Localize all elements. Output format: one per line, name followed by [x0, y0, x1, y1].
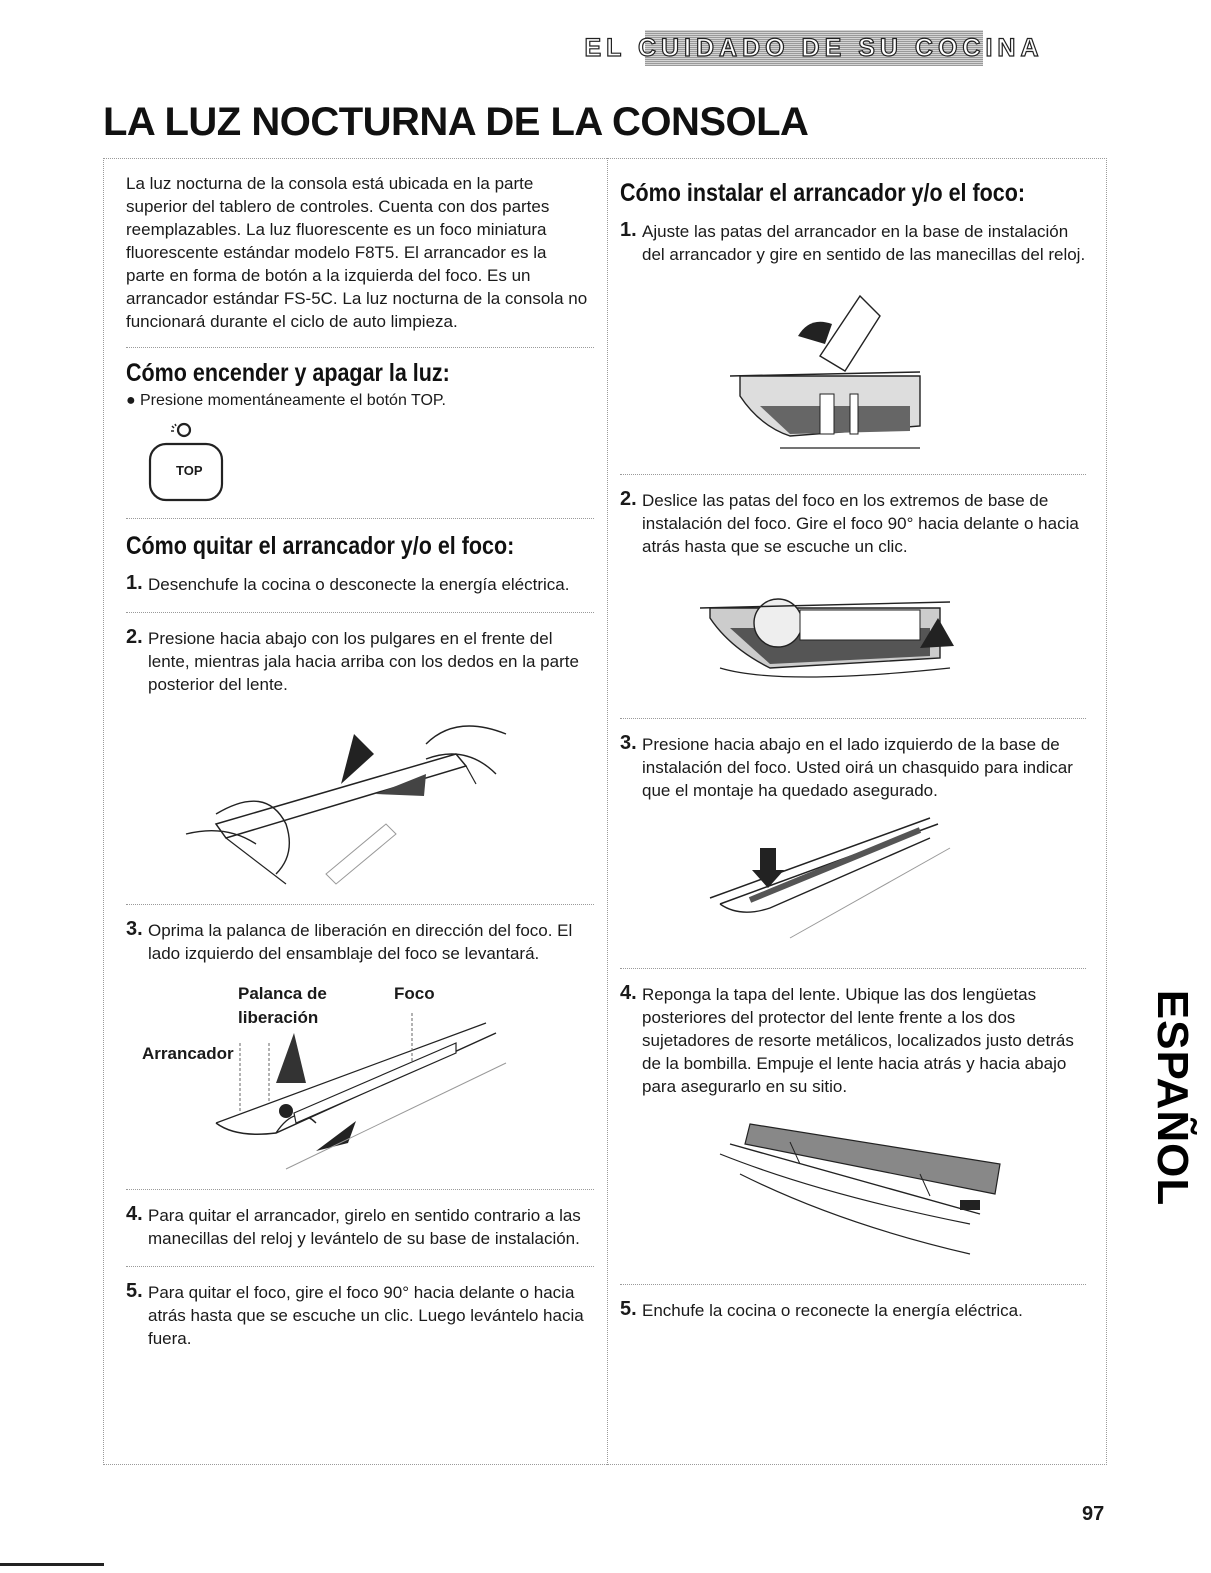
step-text: Enchufe la cocina o reconecte la energía eléctrica.: [642, 1301, 1023, 1320]
heading-install: Cómo instalar el arrancador y/o el foco:: [620, 179, 1026, 207]
section-banner-text: EL CUIDADO DE SU COCINA: [584, 33, 1044, 62]
starter-install-figure: [620, 276, 1086, 466]
label-bulb: Foco: [394, 984, 435, 1003]
label-lever-line1: Palanca de: [238, 984, 327, 1003]
remove-step-2: [126, 627, 594, 696]
separator: [620, 1284, 1086, 1285]
lens-replace-figure: [620, 1104, 1086, 1274]
step-text: Presione hacia abajo con los pulgares en el frente del lente, mientras jala hacia arriba con los dedos en la parte posterior del lente.: [148, 629, 579, 694]
bottom-rule: [0, 1563, 104, 1566]
release-lever-illustration: [126, 973, 594, 1183]
remove-step-5: [126, 1281, 594, 1350]
bulb-install-illustration: [620, 568, 1086, 708]
section-banner: [584, 30, 1044, 66]
separator: [126, 612, 594, 613]
install-step-5: [620, 1299, 1086, 1322]
install-step-4: [620, 983, 1086, 1098]
step-number: 2.: [126, 626, 143, 648]
install-step-2: [620, 489, 1086, 558]
page-number: 97: [1082, 1503, 1105, 1525]
bulb-secure-figure: [620, 808, 1086, 958]
install-step-1: [620, 220, 1086, 266]
bullet-icon: ●: [126, 392, 136, 409]
bullet-text: Presione momentáneamente el botón TOP.: [140, 392, 446, 409]
page-title: LA LUZ NOCTURNA DE LA CONSOLA: [103, 100, 809, 144]
label-lever-line2: liberación: [238, 1008, 319, 1027]
heading-on-off: Cómo encender y apagar la luz:: [126, 359, 450, 387]
language-tab-text: ESPAÑOL: [1148, 989, 1197, 1207]
separator: [620, 474, 1086, 475]
separator: [126, 347, 594, 348]
bulb-install-figure: [620, 568, 1086, 708]
step-number: 5.: [126, 1280, 143, 1302]
remove-step-3: [126, 919, 594, 965]
step-number: 1.: [126, 572, 143, 594]
remove-step-4: [126, 1204, 594, 1250]
intro-paragraph: La luz nocturna de la consola está ubicada en la parte superior del tablero de controles. Cuenta con dos partes reemplazables. La luz fluorescente es un foco miniatura fluorescente estándar modelo F8T5. El arrancador es la parte en forma de botón a la izquierda del foco. Es un arrancador estándar FS-5C. La luz nocturna de la consola no funcionará durante el ciclo de auto limpieza.: [126, 174, 588, 331]
step-number: 3.: [620, 732, 637, 754]
step-number: 4.: [126, 1203, 143, 1225]
lens-removal-figure: [126, 714, 594, 896]
step-text: Para quitar el arrancador, girelo en sentido contrario a las manecillas del reloj y levántelo de su base de instalación.: [148, 1206, 581, 1248]
step-text: Reponga la tapa del lente. Ubique las dos lengüetas posteriores del protector del lente frente a los dos sujetadores de resorte metálicos, localizados justo detrás de la bombilla. Empuje el lente hacia atrás y hacia abajo para asegurarlo en su sitio.: [642, 985, 1074, 1096]
step-text: Deslice las patas del foco en los extremos de base de instalación del foco. Gire el foco 90° hacia delante o hacia atrás hasta que se escuche un clic.: [642, 491, 1079, 556]
lens-replace-illustration: [620, 1104, 1086, 1274]
separator: [620, 968, 1086, 969]
separator: [126, 904, 594, 905]
starter-install-illustration: [620, 276, 1086, 466]
separator: [126, 518, 594, 519]
separator: [126, 1189, 594, 1190]
top-button-figure: [126, 414, 594, 506]
step-number: 5.: [620, 1298, 637, 1320]
bulb-secure-illustration: [620, 808, 1086, 958]
step-number: 4.: [620, 982, 637, 1004]
step-text: Para quitar el foco, gire el foco 90° hacia delante o hacia atrás hasta que se escuche un clic. Luego levántelo hacia fuera.: [148, 1283, 584, 1348]
language-side-tab: [1147, 978, 1197, 1218]
install-step-3: [620, 733, 1086, 802]
left-column: [126, 172, 594, 1350]
top-button-label: TOP: [176, 463, 203, 478]
remove-step-1: [126, 573, 594, 596]
column-divider: [607, 158, 608, 1465]
step-text: Ajuste las patas del arrancador en la base de instalación del arrancador y gire en sentido de las manecillas del reloj.: [642, 222, 1086, 264]
release-lever-figure: [126, 973, 594, 1183]
bullet-item: [126, 392, 594, 410]
step-text: Presione hacia abajo en el lado izquierdo de la base de instalación del foco. Usted oirá un chasquido para indicar que el montaje ha quedado asegurado.: [642, 735, 1073, 800]
heading-remove: Cómo quitar el arrancador y/o el foco:: [126, 532, 515, 560]
step-number: 3.: [126, 918, 143, 940]
step-number: 2.: [620, 488, 637, 510]
label-starter: Arrancador: [142, 1044, 234, 1063]
step-text: Desenchufe la cocina o desconecte la energía eléctrica.: [148, 575, 570, 594]
separator: [126, 1266, 594, 1267]
separator: [620, 718, 1086, 719]
step-number: 1.: [620, 219, 637, 241]
right-column: [620, 172, 1086, 1322]
lens-removal-illustration: [126, 714, 594, 896]
step-text: Oprima la palanca de liberación en dirección del foco. El lado izquierdo del ensamblaje del foco se levantará.: [148, 921, 573, 963]
